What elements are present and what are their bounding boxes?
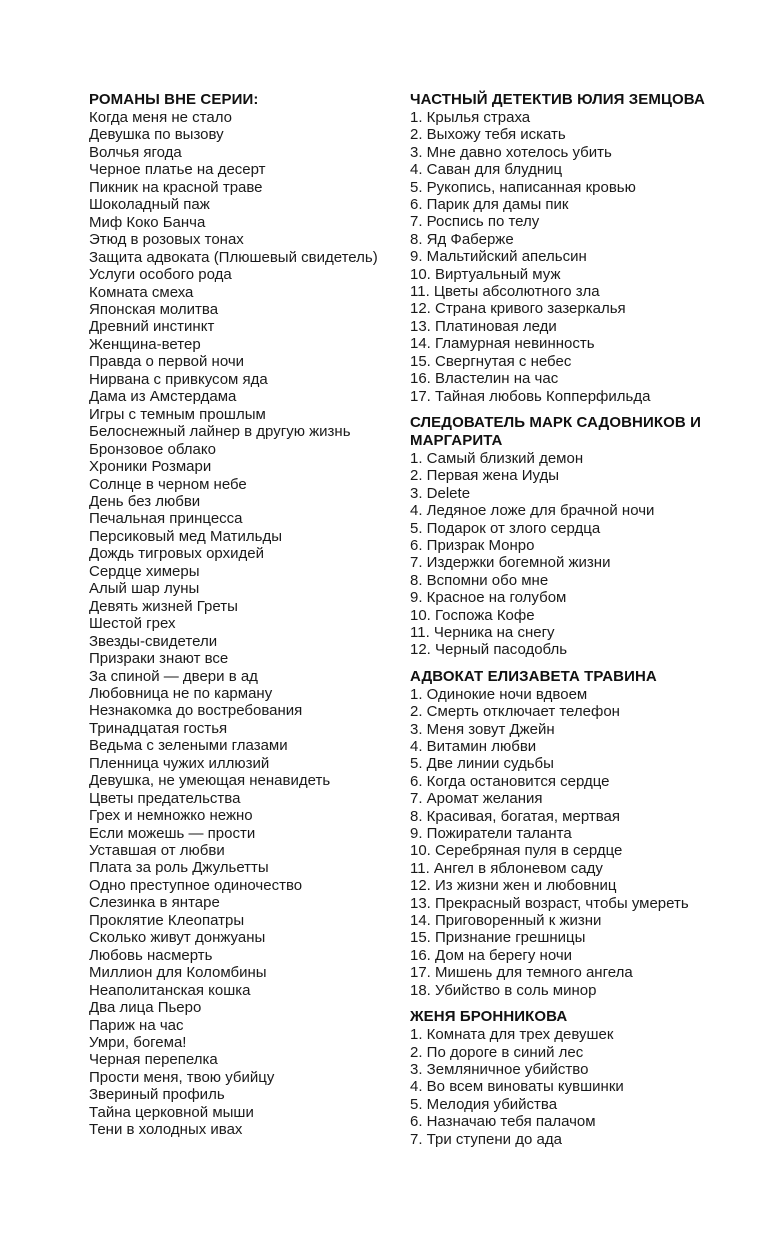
book-title: Уставшая от любви: [89, 842, 225, 860]
book-title: Цветы предательства: [89, 789, 241, 807]
book-title: Девушка, не умеющая ненавидеть: [89, 772, 331, 790]
book-title: 2. По дороге в синий лес: [410, 1043, 584, 1061]
book-title: Звериный профиль: [89, 1086, 225, 1104]
series-title-list: [410, 686, 730, 999]
book-title: 4. Во всем виноваты кувшинки: [410, 1078, 624, 1096]
book-title: Проклятие Клеопатры: [89, 911, 245, 929]
book-title: Плата за роль Джульетты: [89, 859, 269, 877]
book-title: 6. Призрак Монро: [410, 536, 535, 554]
book-title: Неаполитанская кошка: [89, 981, 251, 999]
book-title: Услуги особого рода: [89, 266, 232, 284]
book-title: 15. Признание грешницы: [410, 929, 586, 947]
book-title: 1. Крылья страха: [410, 109, 531, 126]
book-title: Персиковый мед Матильды: [89, 527, 282, 545]
book-title: 11. Черника на снегу: [410, 623, 555, 641]
book-title: 7. Аромат желания: [410, 790, 543, 808]
book-title: 2. Смерть отключает телефон: [410, 703, 620, 721]
book-title: 5. Подарок от злого сердца: [410, 519, 601, 537]
series-zemtsova-section: [410, 91, 730, 405]
series-travina-section: [410, 668, 730, 999]
book-title: 4. Саван для блудниц: [410, 161, 563, 179]
book-title: Хроники Розмари: [89, 458, 212, 476]
book-title: 10. Госпожа Кофе: [410, 606, 535, 624]
book-title: Девушка по вызову: [89, 126, 224, 144]
book-title: 3. Мне давно хотелось убить: [410, 143, 612, 161]
book-title: Ведьма с зелеными глазами: [89, 737, 288, 755]
book-title: 3. Меня зовут Джейн: [410, 720, 555, 738]
series-heading: ЧАСТНЫЙ ДЕТЕКТИВ ЮЛИЯ ЗЕМЦОВА: [410, 91, 705, 108]
book-title: 7. Издержки богемной жизни: [410, 554, 611, 572]
book-title: Призраки знают все: [89, 650, 229, 668]
book-title: Черное платье на десерт: [89, 161, 266, 179]
series-sadovnikov-section: [410, 414, 730, 659]
book-title: 3. Delete: [410, 484, 471, 502]
book-title: Древний инстинкт: [89, 318, 215, 336]
book-title: Солнце в черном небе: [89, 475, 247, 493]
book-title: 12. Страна кривого зазеркалья: [410, 300, 626, 318]
book-title: Этюд в розовых тонах: [89, 231, 244, 249]
book-title: 14. Гламурная невинность: [410, 335, 595, 353]
left-column: [89, 91, 401, 1139]
standalone-novels-section: [89, 91, 401, 1139]
book-title: Одно преступное одиночество: [89, 876, 303, 894]
book-title: Париж на час: [89, 1016, 184, 1034]
book-title: Тени в холодных ивах: [89, 1121, 243, 1139]
book-title: 13. Платиновая леди: [410, 317, 557, 335]
book-title: За спиной — двери в ад: [89, 667, 258, 685]
book-title: Игры с темным прошлым: [89, 405, 266, 423]
book-title: 4. Ледяное ложе для брачной ночи: [410, 502, 655, 520]
book-title: 7. Три ступени до ада: [410, 1130, 562, 1148]
book-title: Прости меня, твою убийцу: [89, 1068, 275, 1086]
book-title: Когда меня не стало: [89, 109, 232, 126]
right-column: [410, 91, 730, 1148]
book-title: 18. Убийство в соль минор: [410, 981, 597, 999]
series-title-list: [410, 450, 730, 659]
book-title: Тайна церковной мыши: [89, 1103, 254, 1121]
book-title: Правда о первой ночи: [89, 353, 245, 371]
series-bronnikova-section: [410, 1008, 730, 1148]
book-title: Шоколадный паж: [89, 196, 210, 214]
book-title: 6. Парик для дамы пик: [410, 196, 569, 214]
book-title: Дама из Амстердама: [89, 388, 237, 406]
book-title: 16. Дом на берегу ночи: [410, 946, 573, 964]
book-title: 12. Черный пасодобль: [410, 641, 568, 659]
book-title: Черная перепелка: [89, 1051, 218, 1069]
book-title: 17. Мишень для темного ангела: [410, 964, 633, 982]
book-title: 9. Пожиратели таланта: [410, 825, 572, 843]
book-title: 17. Тайная любовь Копперфильда: [410, 387, 651, 405]
book-title: Грех и немножко нежно: [89, 807, 253, 825]
series-heading: ЖЕНЯ БРОННИКОВА: [410, 1008, 568, 1026]
book-title: 5. Рукопись, написанная кровью: [410, 178, 636, 196]
book-title: Нирвана с привкусом яда: [89, 370, 268, 388]
book-title: 8. Яд Фаберже: [410, 230, 514, 248]
book-title: 5. Две линии судьбы: [410, 755, 554, 773]
book-title: Любовь насмерть: [89, 946, 213, 964]
book-title: 4. Витамин любви: [410, 738, 537, 755]
book-title: Если можешь — прости: [89, 824, 256, 842]
book-title: 1. Комната для трех девушек: [410, 1026, 614, 1044]
book-title: Японская молитва: [89, 300, 219, 318]
book-title: Волчья ягода: [89, 143, 182, 161]
book-title: Миф Коко Банча: [89, 213, 206, 231]
book-title: Миллион для Коломбины: [89, 964, 267, 982]
book-title: Сколько живут донжуаны: [89, 929, 266, 947]
book-title: 16. Властелин на час: [410, 370, 559, 388]
book-title: 12. Из жизни жен и любовниц: [410, 877, 617, 895]
book-title: 6. Назначаю тебя палачом: [410, 1113, 596, 1131]
book-title: 1. Одинокие ночи вдвоем: [410, 685, 588, 703]
book-title: Звезды-свидетели: [89, 632, 218, 650]
book-title: Дождь тигровых орхидей: [89, 545, 264, 563]
book-title: 1. Самый близкий демон: [410, 449, 584, 467]
book-title: 6. Когда остановится сердце: [410, 772, 610, 790]
book-title: Пикник на красной траве: [89, 178, 263, 196]
book-title: Умри, богема!: [89, 1034, 187, 1052]
series-title-list: [410, 1026, 730, 1148]
standalone-novels-list: [89, 109, 401, 1139]
book-title: Тринадцатая гостья: [89, 719, 228, 737]
book-title: Печальная принцесса: [89, 510, 243, 528]
book-title: 9. Мальтийский апельсин: [410, 248, 587, 266]
book-title: 15. Свергнутая с небес: [410, 352, 572, 370]
book-title: Пленница чужих иллюзий: [89, 754, 270, 772]
book-title: 9. Красное на голубом: [410, 589, 567, 607]
book-title: 2. Первая жена Иуды: [410, 467, 560, 485]
book-title: День без любви: [89, 492, 201, 510]
book-title: Сердце химеры: [89, 562, 200, 580]
book-title: 10. Виртуальный муж: [410, 265, 561, 283]
book-title: Белоснежный лайнер в другую жизнь: [89, 423, 351, 441]
book-title: 11. Ангел в яблоневом саду: [410, 859, 603, 877]
book-title: 14. Приговоренный к жизни: [410, 912, 602, 930]
series-heading: АДВОКАТ ЕЛИЗАВЕТА ТРАВИНА: [410, 667, 657, 685]
book-title: Женщина-ветер: [89, 335, 201, 353]
book-title: Незнакомка до востребования: [89, 702, 303, 720]
book-title: 2. Выхожу тебя искать: [410, 126, 566, 144]
book-title: 8. Вспомни обо мне: [410, 571, 549, 589]
book-title: Комната смеха: [89, 283, 194, 301]
standalone-novels-heading: РОМАНЫ ВНЕ СЕРИИ:: [89, 91, 259, 108]
book-title: 11. Цветы абсолютного зла: [410, 283, 600, 301]
book-title: Защита адвоката (Плюшевый свидетель): [89, 248, 378, 266]
book-title: Девять жизней Греты: [89, 597, 238, 615]
book-title: Любовница не по карману: [89, 684, 273, 702]
book-title: Слезинка в янтаре: [89, 894, 220, 912]
series-heading: СЛЕДОВАТЕЛЬ МАРК САДОВНИКОВ И МАРГАРИТА: [410, 413, 701, 449]
book-title: 13. Прекрасный возраст, чтобы умереть: [410, 894, 689, 912]
book-title: 10. Серебряная пуля в сердце: [410, 842, 623, 860]
book-title: Бронзовое облако: [89, 440, 216, 458]
book-title: 5. Мелодия убийства: [410, 1095, 558, 1113]
book-title: Шестой грех: [89, 615, 176, 633]
book-title: 7. Роспись по телу: [410, 213, 540, 231]
book-title: 8. Красивая, богатая, мертвая: [410, 807, 620, 825]
series-title-list: [410, 109, 730, 405]
book-title: 3. Земляничное убийство: [410, 1060, 589, 1078]
book-title: Алый шар луны: [89, 580, 200, 598]
book-title: Два лица Пьеро: [89, 999, 202, 1017]
